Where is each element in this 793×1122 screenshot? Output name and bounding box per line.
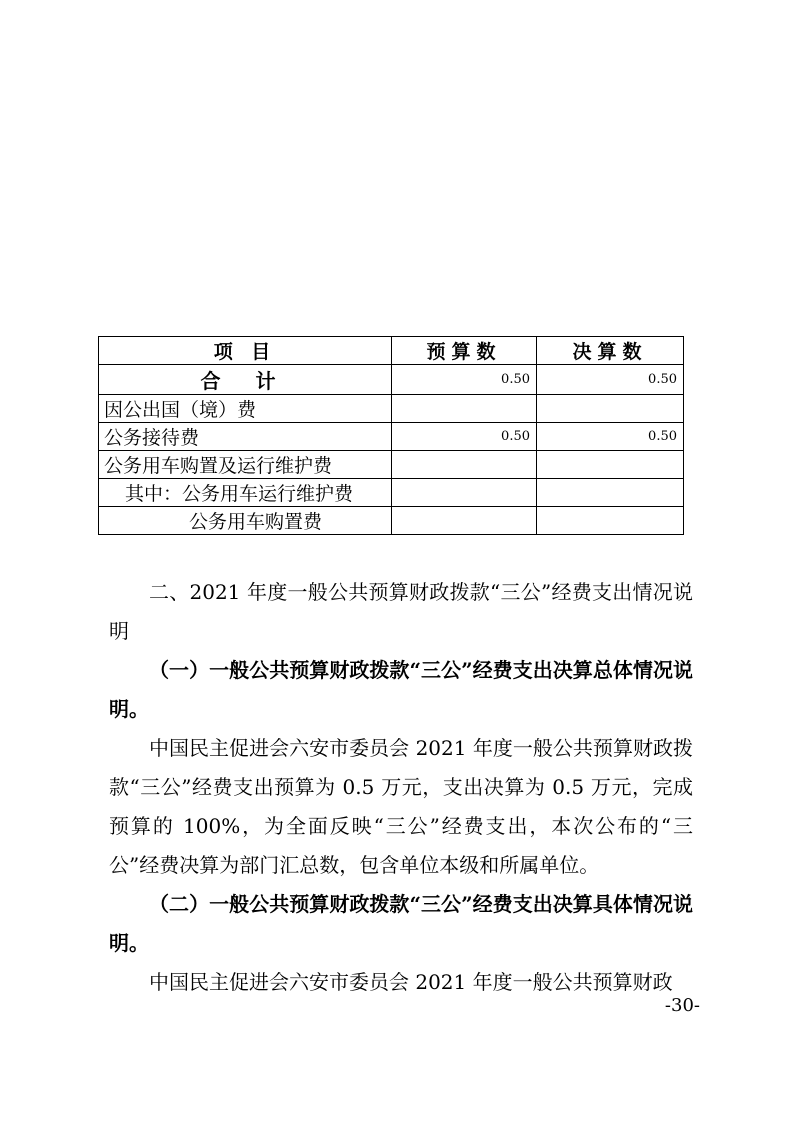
- row-budget: 0.50: [392, 423, 537, 451]
- row-label: 因公出国（境）费: [99, 395, 392, 423]
- subsection-heading-2: （二）一般公共预算财政拨款“三公”经费支出决算具体情况说明。: [109, 892, 693, 955]
- row-label: 公务用车购置费: [99, 507, 392, 535]
- row-label: 合 计: [99, 365, 392, 395]
- paragraph-overall: 中国民主促进会六安市委员会 2021 年度一般公共预算财政拨款“三公”经费支出预算为 0.5 万元，支出决算为 0.5 万元，完成预算的 100%，为全面反映“三公”经费支出，本次公布的“三公”经费决算为部门汇总数，包含单位本级和所属单位。: [109, 736, 693, 877]
- row-budget: 0.50: [392, 365, 537, 395]
- row-label: 公务用车购置及运行维护费: [99, 451, 392, 479]
- header-item: 项 目: [99, 337, 392, 365]
- table-row: [99, 451, 684, 479]
- paragraph-detail: 中国民主促进会六安市委员会 2021 年度一般公共预算财政: [149, 970, 673, 994]
- table-header-row: [99, 337, 684, 365]
- page-number: -30-: [664, 995, 700, 1016]
- header-budget: 预算数: [392, 337, 537, 365]
- row-label: 其中：公务用车运行维护费: [99, 479, 392, 507]
- row-label: 公务接待费: [99, 423, 392, 451]
- subsection-heading-1: （一）一般公共预算财政拨款“三公”经费支出决算总体情况说明。: [109, 658, 693, 721]
- table-row: [99, 423, 684, 451]
- row-final: [537, 451, 684, 479]
- row-budget: [392, 479, 537, 507]
- header-final: 决算数: [537, 337, 684, 365]
- row-final: [537, 507, 684, 535]
- table-row: [99, 507, 684, 535]
- row-final: [537, 479, 684, 507]
- three-public-expenses-table: [98, 336, 684, 535]
- row-final: [537, 395, 684, 423]
- row-budget: [392, 451, 537, 479]
- table-row: [99, 395, 684, 423]
- table-row-total: [99, 365, 684, 395]
- row-budget: [392, 395, 537, 423]
- row-final: 0.50: [537, 423, 684, 451]
- row-budget: [392, 507, 537, 535]
- table-row: [99, 479, 684, 507]
- row-final: 0.50: [537, 365, 684, 395]
- document-body: [109, 573, 693, 1002]
- section-heading: 二、2021 年度一般公共预算财政拨款“三公”经费支出情况说明: [109, 580, 693, 643]
